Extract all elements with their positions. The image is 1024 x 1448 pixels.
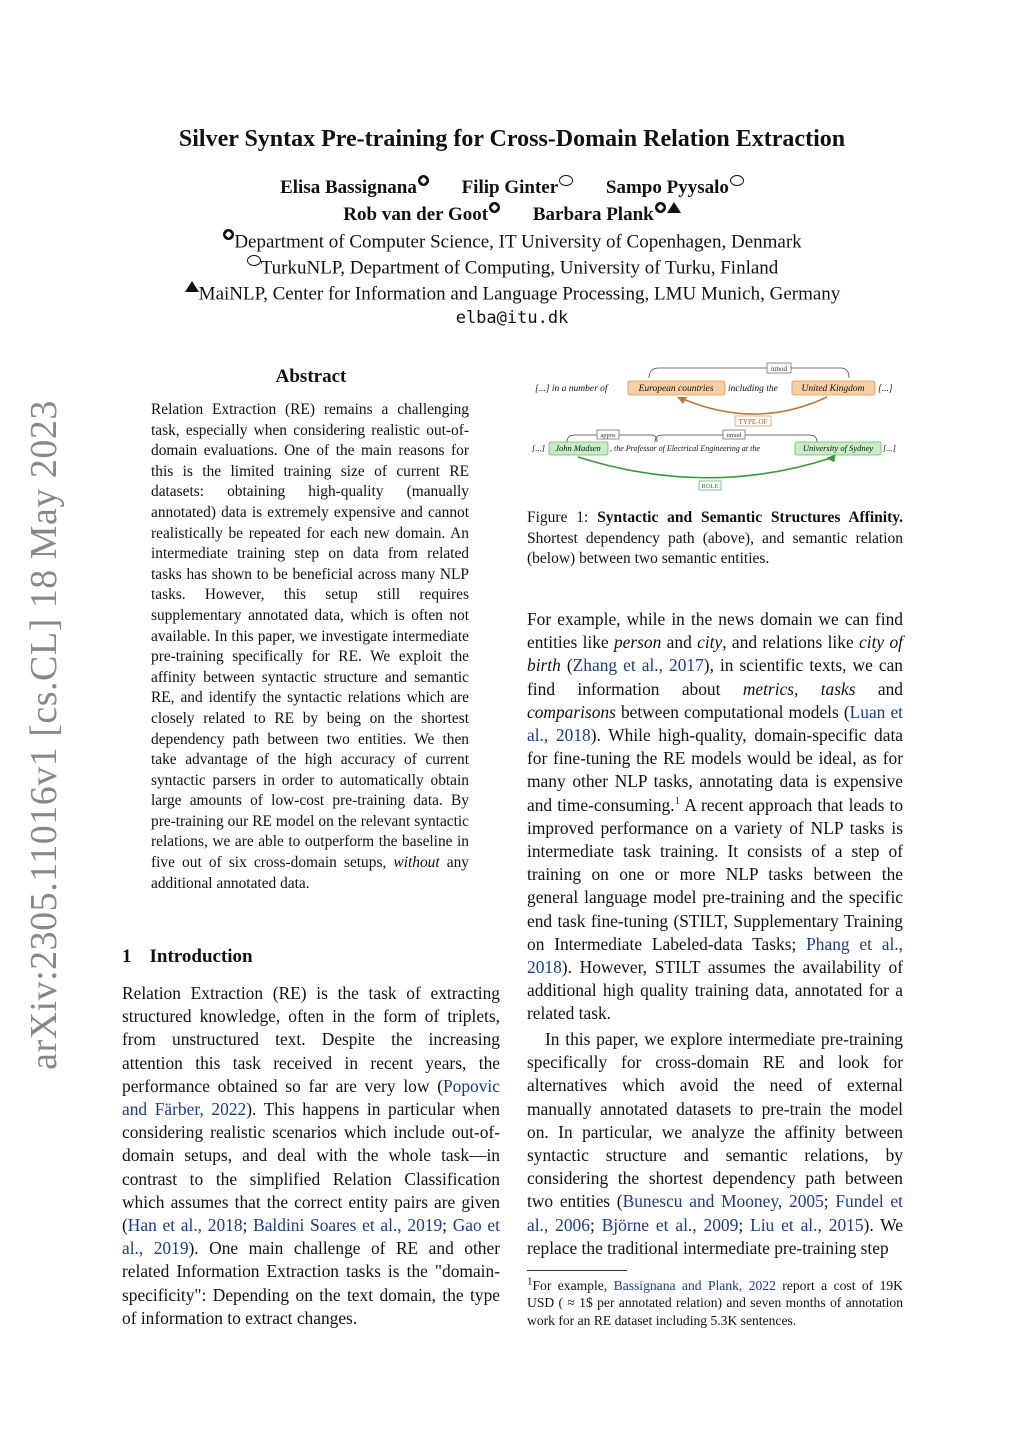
author-ginter: Filip Ginter [462, 177, 574, 198]
fig-bottom-entity: University of Sydney [802, 443, 874, 453]
fig-top-token: [...] [878, 384, 893, 394]
fig-top-entity: United Kingdom [801, 384, 865, 394]
citation-link[interactable]: Phang et al., 2018 [527, 933, 903, 978]
turku-mark-icon [247, 255, 261, 266]
paper-title: Silver Syntax Pre-training for Cross-Domain Relation Extraction [178, 126, 846, 152]
affiliation-itu: Department of Computer Science, IT University of Copenhagen, Denmark [0, 229, 1024, 253]
role-label: ROLE [701, 483, 719, 490]
citation-link[interactable]: Popovic and Färber, 2022 [122, 1075, 500, 1120]
intro-paragraph-3: In this paper, we explore intermediate pre-training specifically for cross-domain RE and look for alternatives which avoid the need of external manually annotated datasets to pre-train the model on. In particular, we analyze the affinity between syntactic structure and semantic relations, by considering the shortest dependency path between two entities (Bunescu and Mooney, 2005; Fundel et al., 2006; Björne et al., 2009; Liu et al., 2015). We replace the traditional intermediate pre-training step [527, 1029, 904, 1258]
citation-link[interactable]: Fundel et al., 2006 [527, 1191, 903, 1235]
abstract-body: Relation Extraction (RE) remains a challenging task, especially when considering realistic out-of-domain evaluations. One of the main reasons for this is the limited training size of current RE datasets: obtaining high-quality (manually annotated) data is extremely expensive and cannot realistically be repeated for each new domain. An intermediate training step on data from related tasks has shown to be beneficial across many NLP tasks. However, this setup still requires supplementary annotated data, which is often not available. In this paper, we investigate intermediate pre-training specifically for RE. We exploit the affinity between syntactic structure and semantic RE, and identify the syntactic relations which are closely related to RE by being on the shortest dependency path between two entities. We then take advantage of the high accuracy of current syntactic parsers in order to automatically obtain large amounts of low-cost pre-training data. By pre-training our RE model on the relevant syntactic relations, we are able to outperform the baseline in five out of six cross-domain setups, without any additional annotated data. [151, 401, 469, 892]
fig-bottom-token: [...] [883, 443, 896, 453]
fig-top-token: [...] in a number of [535, 384, 608, 394]
footnote-rule [527, 1270, 627, 1271]
author-line-2 [0, 202, 1024, 226]
type-of-arc [683, 397, 827, 414]
citation-link[interactable]: Björne et al., 2009 [601, 1214, 739, 1235]
affiliation-turku: TurkuNLP, Department of Computing, University of Turku, Finland [0, 255, 1024, 279]
footnote-link[interactable]: 1 [674, 794, 681, 807]
footnote-1: $^1$For example, Bassignana and Plank, 2022 report a cost of 19K USD ( ≈ 1$ per annotated relation) and seven months of annotation work for an RE dataset including 5.3K sentences. [527, 1275, 903, 1328]
abstract-heading: Abstract [275, 366, 347, 387]
nmod-arc-top [649, 368, 849, 378]
fig-top-entity: European countries [638, 384, 714, 394]
itu-mark-icon [489, 202, 500, 213]
role-arc [578, 457, 831, 478]
citation-link[interactable]: Bunescu and Mooney, 2005 [622, 1191, 824, 1212]
citation-link[interactable]: Baldini Soares et al., 2019 [253, 1215, 443, 1236]
appos-arc-label: appos [600, 432, 616, 439]
lmu-mark-icon [185, 281, 199, 292]
fig-bottom-token: , the Professor of Electrical Engineering at the [610, 444, 760, 453]
author-bassignana: Elisa Bassignana [280, 177, 429, 198]
figure-1-caption: Figure 1: Syntactic and Semantic Structures Affinity. Shortest dependency path (above), and semantic relation (below) between two semantic entities. [527, 509, 904, 568]
citation-link[interactable]: Zhang et al., 2017 [572, 655, 704, 676]
fig-bottom-token: [...] [532, 443, 545, 453]
contact-email[interactable]: elba@itu.dk [455, 308, 569, 328]
itu-mark-icon [418, 175, 429, 186]
citation-link[interactable]: Gao et al., 2019 [122, 1215, 500, 1259]
turku-mark-icon [559, 175, 573, 186]
fig-top-token: including the [728, 384, 778, 394]
citation-link[interactable]: Liu et al., 2015 [750, 1214, 864, 1235]
intro-paragraph-2: For example, while in the news domain we can find entities like person and city, and relations like city of birth (Zhang et al., 2017), in scientific texts, we can find information about metrics, tasks and comparisons between computational models (Luan et al., 2018). While high-quality, domain-specific data for fine-tuning the RE models would be ideal, as for many other NLP tasks, annotating data is expensive and time-consuming.$^1$ A recent approach that leads to improved performance on a variety of NLP tasks is intermediate task training. It consists of a step of training on one or more NLP tasks between the general language model pre-training and the specific end task fine-tuning (STILT, Supplementary Training on Intermediate Labeled-data Tasks; Phang et al., 2018). However, STILT assumes the availability of additional high quality training data, annotated for a related task. [527, 609, 904, 1024]
type-of-label: TYPE-OF [738, 418, 768, 426]
nmod-arc-label: nmod [771, 365, 787, 373]
figure-1-diagram [527, 360, 903, 495]
arxiv-id[interactable]: arXiv:2305.11016v1 [cs.CL] 18 May 2023 [23, 400, 65, 1070]
intro-paragraph-1: Relation Extraction (RE) is the task of extracting structured knowledge, often in the form of triplets, from unstructured text. Despite the increasing attention this task received in recent years, the performance obtained so far are very low (Popovic and Färber, 2022). This happens in particular when considering realistic scenarios which include out-of-domain setups, and deal with the whole task—in contrast to the simplified Relation Classification which assumes that the correct entity pairs are given (Han et al., 2018; Baldini Soares et al., 2019; Gao et al., 2019). One main challenge of RE and other related Information Extraction tasks is the "domain-specificity": Depending on the text domain, the type of information to extract changes. [122, 983, 500, 1328]
itu-mark-icon [223, 229, 234, 240]
author-line-1 [0, 175, 1024, 199]
affiliation-lmu: MaiNLP, Center for Information and Language Processing, LMU Munich, Germany [0, 281, 1024, 305]
section-heading: 1 Introduction [122, 946, 253, 967]
citation-link[interactable]: Bassignana and Plank, 2022 [613, 1278, 776, 1293]
nmod-arc-label: nmod [726, 432, 742, 439]
citation-link[interactable]: Luan et al., 2018 [527, 701, 903, 746]
turku-mark-icon [730, 175, 744, 186]
citation-link[interactable]: Han et al., 2018 [127, 1215, 243, 1236]
author-plank: Barbara Plank [533, 204, 681, 225]
author-van-der-goot: Rob van der Goot [343, 204, 500, 225]
itu-mark-icon [655, 202, 666, 213]
author-pyysalo: Sampo Pyysalo [606, 177, 744, 198]
fig-bottom-entity: John Madsen [555, 443, 601, 453]
lmu-mark-icon [667, 202, 681, 213]
